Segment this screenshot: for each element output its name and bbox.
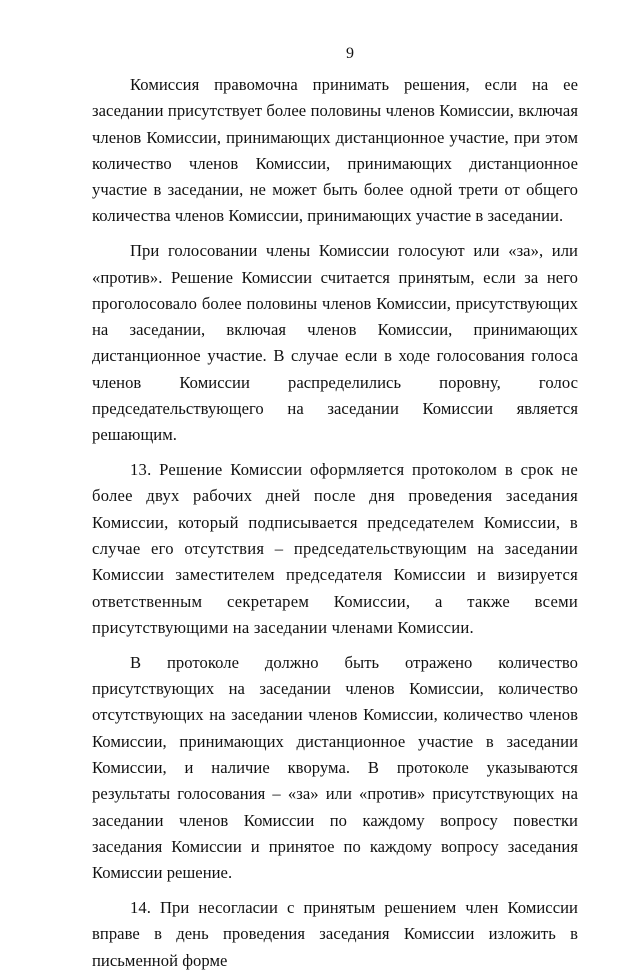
page-number: 9 [346, 45, 354, 62]
paragraph-item-14: 14. При несогласии с принятым решением член Комиссии вправе в день проведения заседания Комиссии изложить в письменной форме [92, 897, 578, 970]
paragraph-voting: При голосовании члены Комиссии голосуют или «за», или «против». Решение Комиссии считается принятым, если за него проголосовало более половины членов Комиссии, присутствующих на заседании, включая членов Комиссии, принимающих дистанционное участие. В случае если в ходе голосования голоса членов Комиссии распределились поровну, голос председательствующего на заседании Комиссии является решающим. [92, 241, 578, 445]
paragraph-item-13: 13. Решение Комиссии оформляется протоколом в срок не более двух рабочих дней после дня проведения заседания Комиссии, который подписывается председателем Комиссии, в случае его отсутствия – председательствующим на заседании Комиссии заместителем председателя Комиссии и визируется ответственным секретарем Комиссии, а также всеми присутствующими на заседании членами Комиссии. [92, 460, 578, 637]
paragraph-protocol: В протоколе должно быть отражено количество присутствующих на заседании членов Комиссии, количество отсутствующих на заседании членов Комиссии, количество членов Комиссии, принимающих дистанционное участие в заседании Комиссии, и наличие кворума. В протоколе указываются результаты голосования – «за» или «против» присутствующих на заседании членов Комиссии по каждому вопросу повестки заседания Комиссии и принятое по каждому вопросу заседания Комиссии решение. [92, 652, 578, 883]
paragraph-quorum: Комиссия правомочна принимать решения, если на ее заседании присутствует более половины членов Комиссии, включая членов Комиссии, принимающих дистанционное участие, при этом количество членов Комиссии, принимающих дистанционное участие в заседании, не может быть более одной трети от общего количества членов Комиссии, принимающих участие в заседании. [92, 75, 578, 226]
